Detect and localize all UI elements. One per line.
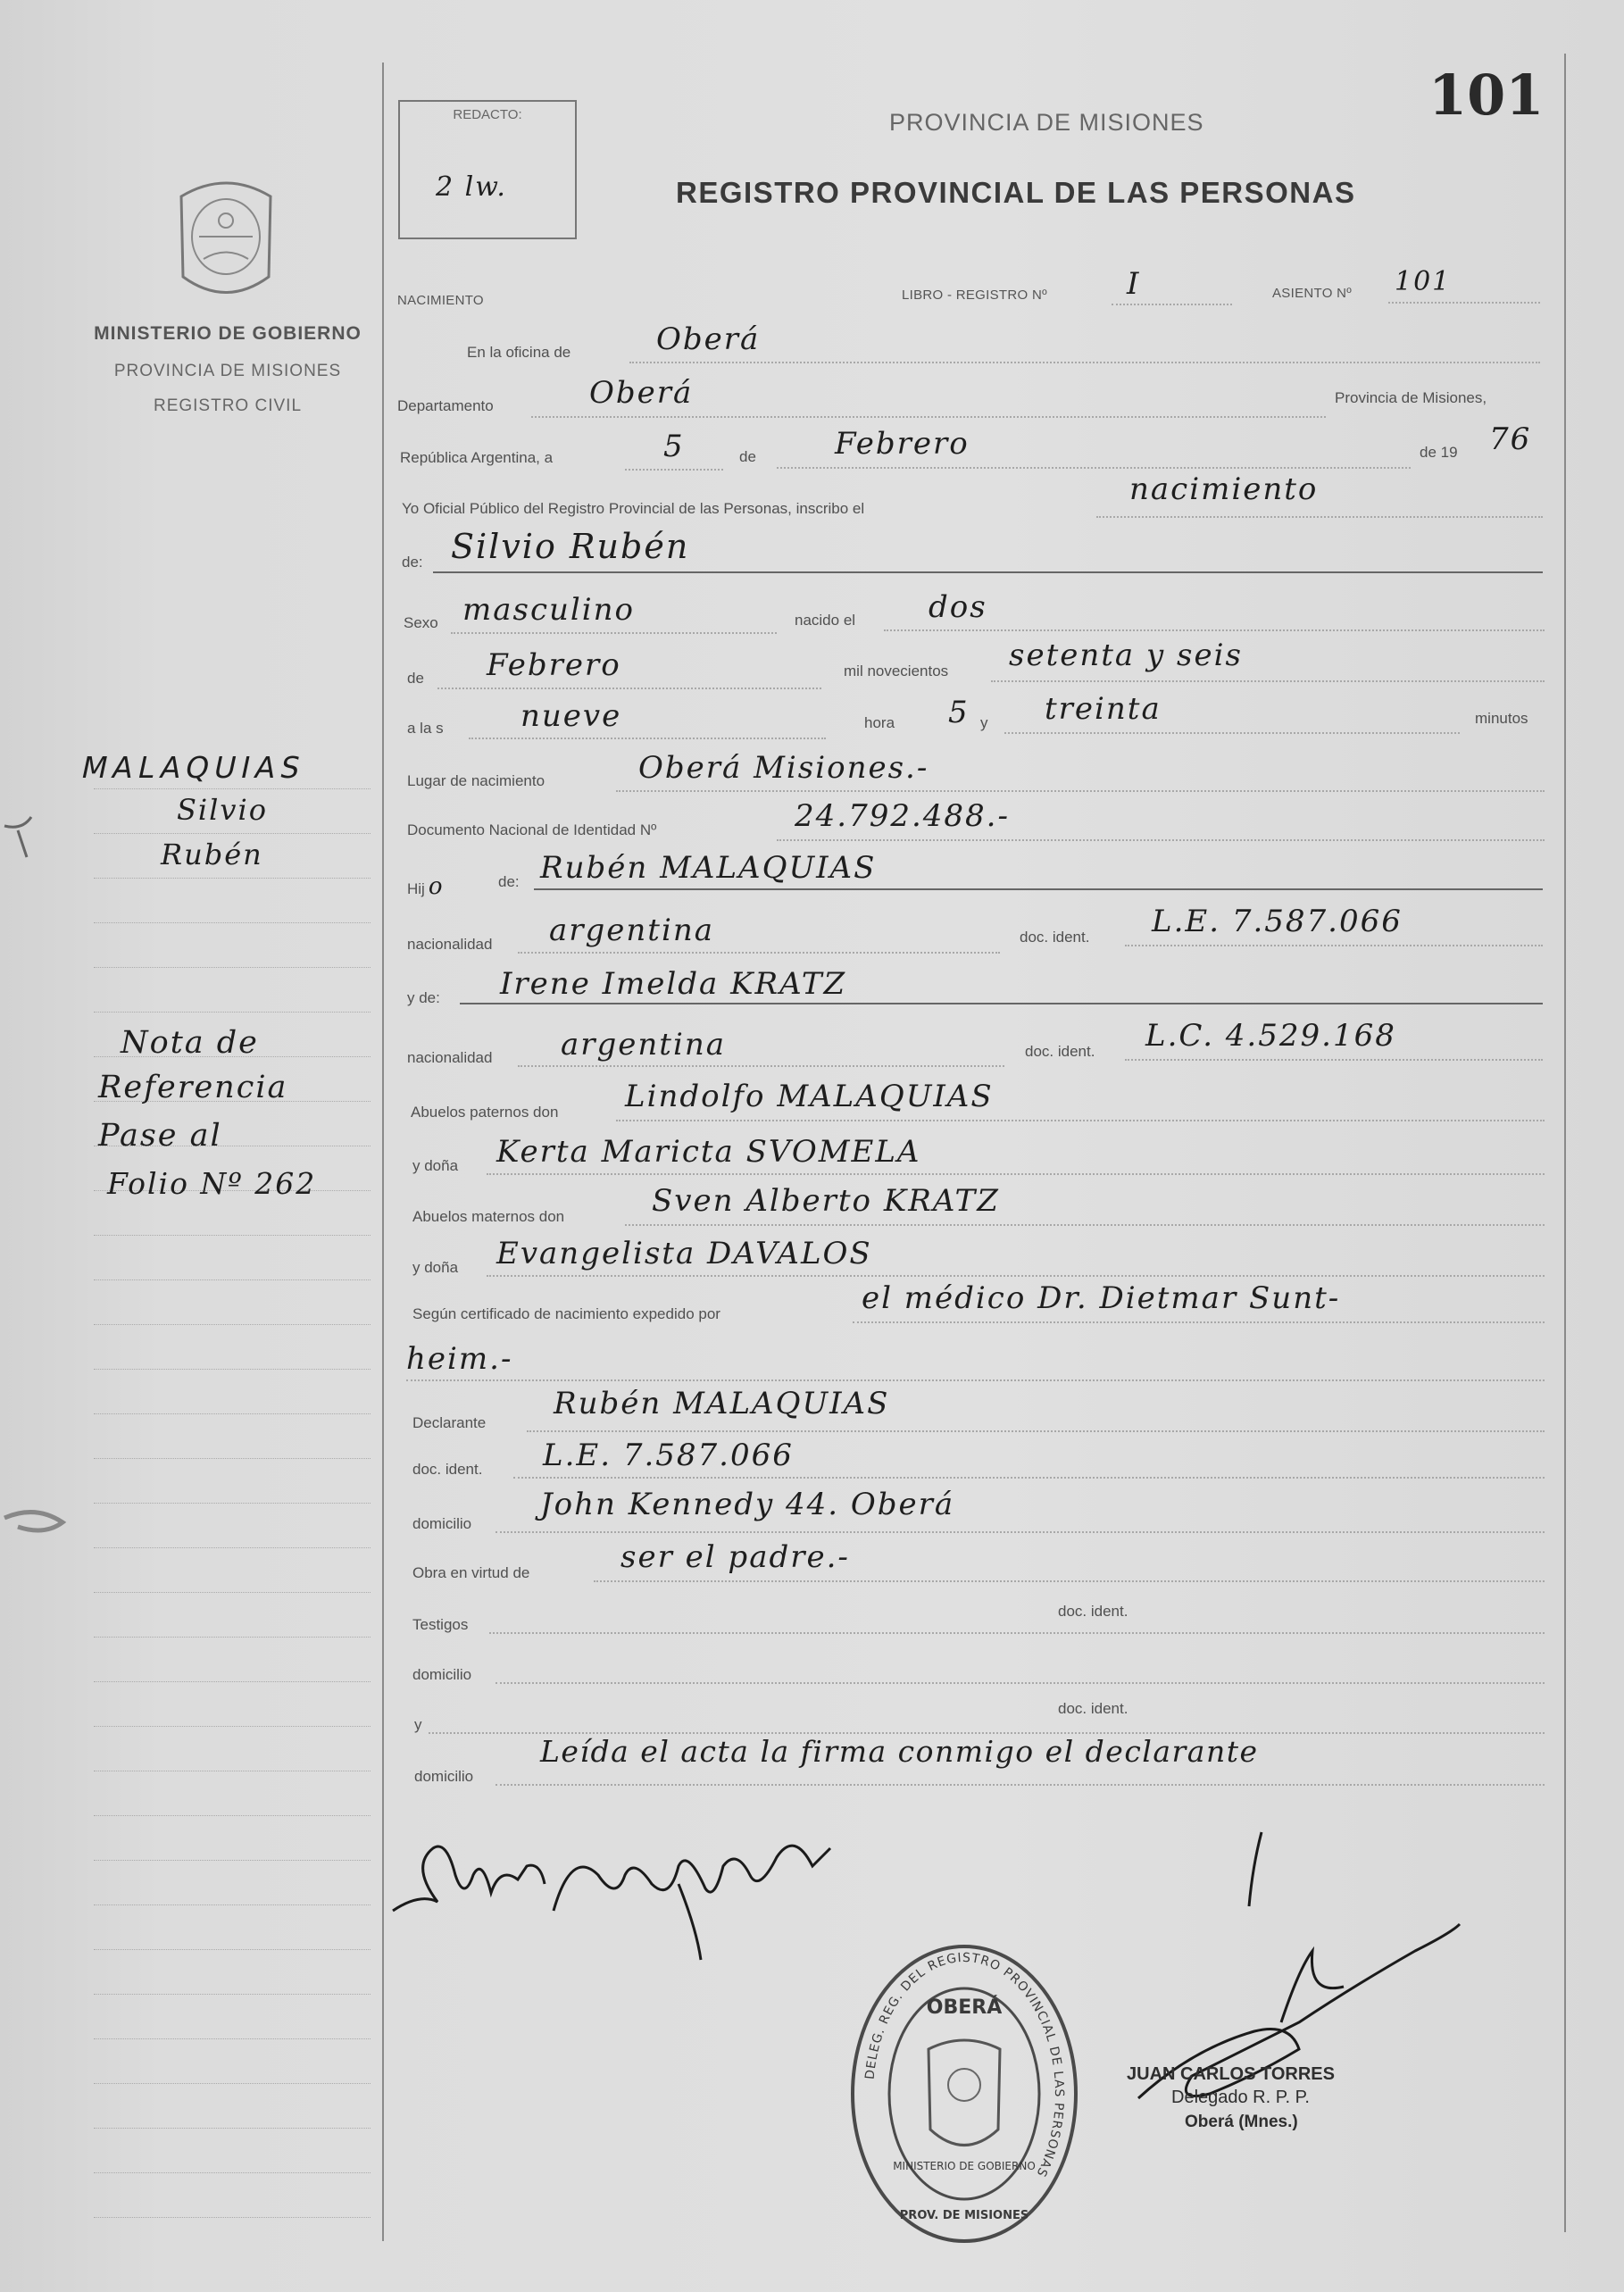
margin-note-line3: Pase al (98, 1118, 222, 1154)
testigos-underline (489, 1632, 1545, 1634)
margin-rule (94, 922, 371, 923)
redacto-box (398, 100, 577, 239)
margin-rule (94, 1458, 371, 1459)
dni-underline (777, 839, 1545, 841)
mil-underline (991, 680, 1545, 682)
nacido-underline (884, 629, 1545, 631)
ministry-name: MINISTERIO DE GOBIERNO (94, 323, 362, 344)
margin-rule (94, 1860, 371, 1861)
nombre-underline (433, 571, 1543, 573)
segun-underline (853, 1321, 1545, 1323)
margin-rule (94, 2172, 371, 2173)
margin-rule (94, 1503, 371, 1504)
minutos-label: minutos (1475, 710, 1528, 727)
address-value: John Kennedy 44. Oberá (540, 1487, 955, 1522)
dni-value: 24.792.488.- (795, 798, 1010, 834)
redacto-value: 2 lw. (436, 171, 507, 203)
abuelos-maternos-label: Abuelos maternos don (412, 1208, 565, 1225)
mother-doc-value: L.C. 4.529.168 (1145, 1018, 1396, 1054)
margin-rule (94, 1949, 371, 1950)
docdecl-underline (513, 1477, 1545, 1479)
binding-thread-mark (0, 1496, 71, 1554)
oficial-label: Yo Oficial Público del Registro Provincial de las Personas, inscribo el (402, 500, 865, 517)
hora-value: 5 (948, 695, 970, 730)
birth-day-value: dos (929, 589, 987, 625)
de2-label: de (407, 670, 424, 687)
declarant-value: Rubén MALAQUIAS (554, 1386, 890, 1421)
margin-rule (94, 1235, 371, 1236)
paternal-grandfather-value: Lindolfo MALAQUIAS (625, 1079, 994, 1114)
ydona-paternal-label: y doña (412, 1157, 459, 1174)
margin-surname: MALAQUIAS (78, 750, 309, 785)
sexo-underline (451, 632, 777, 634)
birth-hour-value: nueve (521, 698, 622, 734)
hijo-label-prefix: Hij (407, 880, 425, 897)
nac2-underline (518, 1065, 1004, 1067)
oficina-value: Oberá (656, 321, 761, 357)
libro-underline (1112, 304, 1232, 305)
margin-rule (94, 1637, 371, 1638)
domicilio-underline (496, 1531, 1545, 1533)
abpat-underline (616, 1120, 1545, 1121)
margin-rule (94, 833, 371, 834)
margin-rule (94, 1413, 371, 1414)
certificate-issuer-value-cont: heim.- (406, 1341, 513, 1377)
nacido-label: nacido el (795, 612, 856, 629)
father-value: Rubén MALAQUIAS (540, 850, 877, 886)
declarant-signature (384, 1813, 884, 1969)
oficina-underline (629, 362, 1540, 363)
father-doc-value: L.E. 7.587.066 (1152, 904, 1403, 939)
seal-ring-text: DELEG. REG. DEL REGISTRO PROVINCIAL DE LAS PERSONAS (862, 1950, 1067, 2179)
birth-month-underline (437, 688, 821, 689)
margin-first-name: Silvio (177, 793, 268, 827)
sex-value: masculino (462, 592, 636, 628)
month-value: Febrero (835, 426, 970, 462)
margin-rule (94, 2083, 371, 2084)
margin-second-name: Rubén (161, 838, 263, 871)
provincia-label: Provincia de Misiones, (1335, 389, 1487, 406)
abuelos-paternos-label: Abuelos paternos don (411, 1104, 559, 1121)
abmat-underline (625, 1224, 1545, 1226)
year-label: de 19 (1420, 444, 1458, 461)
domicilio2-underline (496, 1682, 1545, 1684)
hijo-de-label: de: (498, 873, 520, 890)
margin-rule (94, 2128, 371, 2129)
departamento-value: Oberá (589, 375, 694, 411)
obra-label: Obra en virtud de (412, 1564, 530, 1581)
minutos-underline (1004, 732, 1460, 734)
ministry-province: PROVINCIA DE MISIONES (113, 362, 342, 380)
day-underline (625, 469, 723, 471)
doc-father-label: doc. ident. (1020, 929, 1090, 946)
birth-minutes-value: treinta (1045, 691, 1162, 727)
ydona1-underline (487, 1173, 1545, 1175)
margin-rule (94, 1681, 371, 1682)
ydona2-underline (487, 1275, 1545, 1277)
paternal-grandmother-value: Kerta Maricta SVOMELA (496, 1134, 921, 1170)
margin-note-line4: Folio Nº 262 (107, 1166, 317, 1201)
margin-rule (94, 2217, 371, 2218)
mother-nationality-value: argentina (561, 1027, 727, 1063)
birthplace-value: Oberá Misiones.- (638, 750, 929, 786)
page-number: 101 (1428, 63, 1545, 128)
margin-rule (94, 878, 371, 879)
doc1-underline (1125, 945, 1543, 946)
inscription-type-value: nacimiento (1129, 471, 1319, 507)
official-place: Oberá (Mnes.) (1185, 2113, 1298, 2131)
oficina-label: En la oficina de (467, 344, 571, 361)
binding-thread-mark (0, 808, 45, 866)
record-type-label: NACIMIENTO (397, 293, 484, 308)
redacto-label: REDACTO: (453, 107, 522, 122)
margin-rule (94, 1592, 371, 1593)
alas-underline (469, 738, 826, 739)
month-underline (777, 467, 1411, 469)
hora-label: hora (864, 714, 895, 731)
margin-rule (94, 1324, 371, 1325)
ministry-civil-registry: REGISTRO CIVIL (153, 396, 303, 415)
seal-inner-text: MINISTERIO DE GOBIERNO (893, 2160, 1036, 2172)
certificate-issuer-value: el médico Dr. Dietmar Sunt- (862, 1280, 1341, 1316)
province-heading: PROVINCIA DE MISIONES (889, 109, 1204, 136)
domicilio-label: domicilio (412, 1515, 472, 1532)
nombre-label: de: (402, 554, 423, 571)
padre-underline (534, 888, 1543, 890)
maternal-grandmother-value: Evangelista DAVALOS (496, 1236, 872, 1271)
hijo-label (407, 873, 445, 900)
margin-rule (94, 1726, 371, 1727)
lugar-label: Lugar de nacimiento (407, 772, 545, 789)
margin-rule (94, 1369, 371, 1370)
margin-note-line1: Nota de (121, 1025, 259, 1061)
republica-label: República Argentina, a (400, 449, 554, 466)
coat-of-arms-emblem (163, 174, 288, 308)
child-name-value: Silvio Rubén (451, 527, 690, 566)
official-name: JUAN CARLOS TORRES (1127, 2064, 1335, 2084)
doc2-underline (1125, 1059, 1543, 1061)
asiento-underline (1388, 302, 1540, 304)
nacionalidad-father-label: nacionalidad (407, 936, 493, 953)
ydona-maternal-label: y doña (412, 1259, 459, 1276)
year-value: 76 (1489, 421, 1532, 457)
asiento-value: 101 (1395, 266, 1452, 297)
segun2-underline (406, 1379, 1545, 1381)
domicilio-testigo2-label: domicilio (414, 1768, 474, 1785)
madre-underline (460, 1003, 1543, 1004)
nac1-underline (518, 952, 1000, 954)
right-frame-line (1564, 54, 1566, 2232)
declarante-underline (527, 1430, 1545, 1432)
de-label: de (739, 448, 756, 465)
dni-label: Documento Nacional de Identidad Nº (407, 821, 657, 838)
margin-rule (94, 1904, 371, 1905)
maternal-grandfather-value: Sven Alberto KRATZ (652, 1183, 1000, 1219)
mil-label: mil novecientos (844, 663, 949, 679)
y-label: y (980, 714, 988, 731)
margin-rule (94, 1994, 371, 1995)
registry-seal (846, 1942, 1082, 2246)
doc-testigo1-label: doc. ident. (1058, 1603, 1128, 1620)
capacity-value: ser el padre.- (620, 1539, 850, 1575)
doc-mother-label: doc. ident. (1025, 1043, 1095, 1060)
declarant-doc-value: L.E. 7.587.066 (543, 1438, 794, 1473)
birth-month-value: Febrero (487, 647, 621, 683)
certificado-label: Según certificado de nacimiento expedido por (412, 1305, 720, 1322)
obra-underline (594, 1580, 1545, 1582)
y-testigo2-label: y (414, 1716, 422, 1733)
departamento-label: Departamento (397, 397, 494, 414)
margin-rule (94, 2038, 371, 2039)
margin-note-line2: Referencia (98, 1070, 288, 1105)
madre-label: y de: (407, 989, 440, 1006)
doc-testigo2-label: doc. ident. (1058, 1700, 1128, 1717)
doc-declarante-label: doc. ident. (412, 1461, 483, 1478)
asiento-label: ASIENTO Nº (1272, 286, 1353, 301)
official-role: Delegado R. P. P. (1171, 2088, 1310, 2107)
margin-rule (94, 967, 371, 968)
alas-label: a la s (407, 720, 444, 737)
libro-value: I (1127, 266, 1141, 302)
registry-title: REGISTRO PROVINCIAL DE LAS PERSONAS (676, 176, 1356, 209)
testigos-label: Testigos (412, 1616, 469, 1633)
domicilio-testigo1-label: domicilio (412, 1666, 472, 1683)
nacionalidad-mother-label: nacionalidad (407, 1049, 493, 1066)
lugar-underline (616, 790, 1545, 792)
mother-value: Irene Imelda KRATZ (500, 966, 847, 1002)
margin-rule (94, 1279, 371, 1280)
father-nationality-value: argentina (549, 913, 715, 948)
seal-bottom-text: PROV. DE MISIONES (899, 2209, 1029, 2222)
margin-rule (94, 1547, 371, 1548)
sexo-label: Sexo (404, 614, 438, 631)
oficial-underline (1096, 516, 1543, 518)
libro-label: LIBRO - REGISTRO Nº (902, 288, 1047, 303)
margin-rule (94, 1012, 371, 1013)
margin-rule (94, 1815, 371, 1816)
declarante-label: Declarante (412, 1414, 487, 1431)
hijo-suffix-value: o (428, 873, 445, 900)
closing-statement-value: Leída el acta la firma conmigo el declarante (540, 1734, 1259, 1769)
domicilio3-underline (496, 1784, 1545, 1786)
birth-year-words-value: setenta y seis (1009, 638, 1243, 673)
departamento-underline (531, 416, 1326, 418)
margin-rule (94, 788, 371, 789)
day-value: 5 (663, 429, 685, 464)
seal-top-text: OBERÁ (926, 1996, 1003, 2019)
